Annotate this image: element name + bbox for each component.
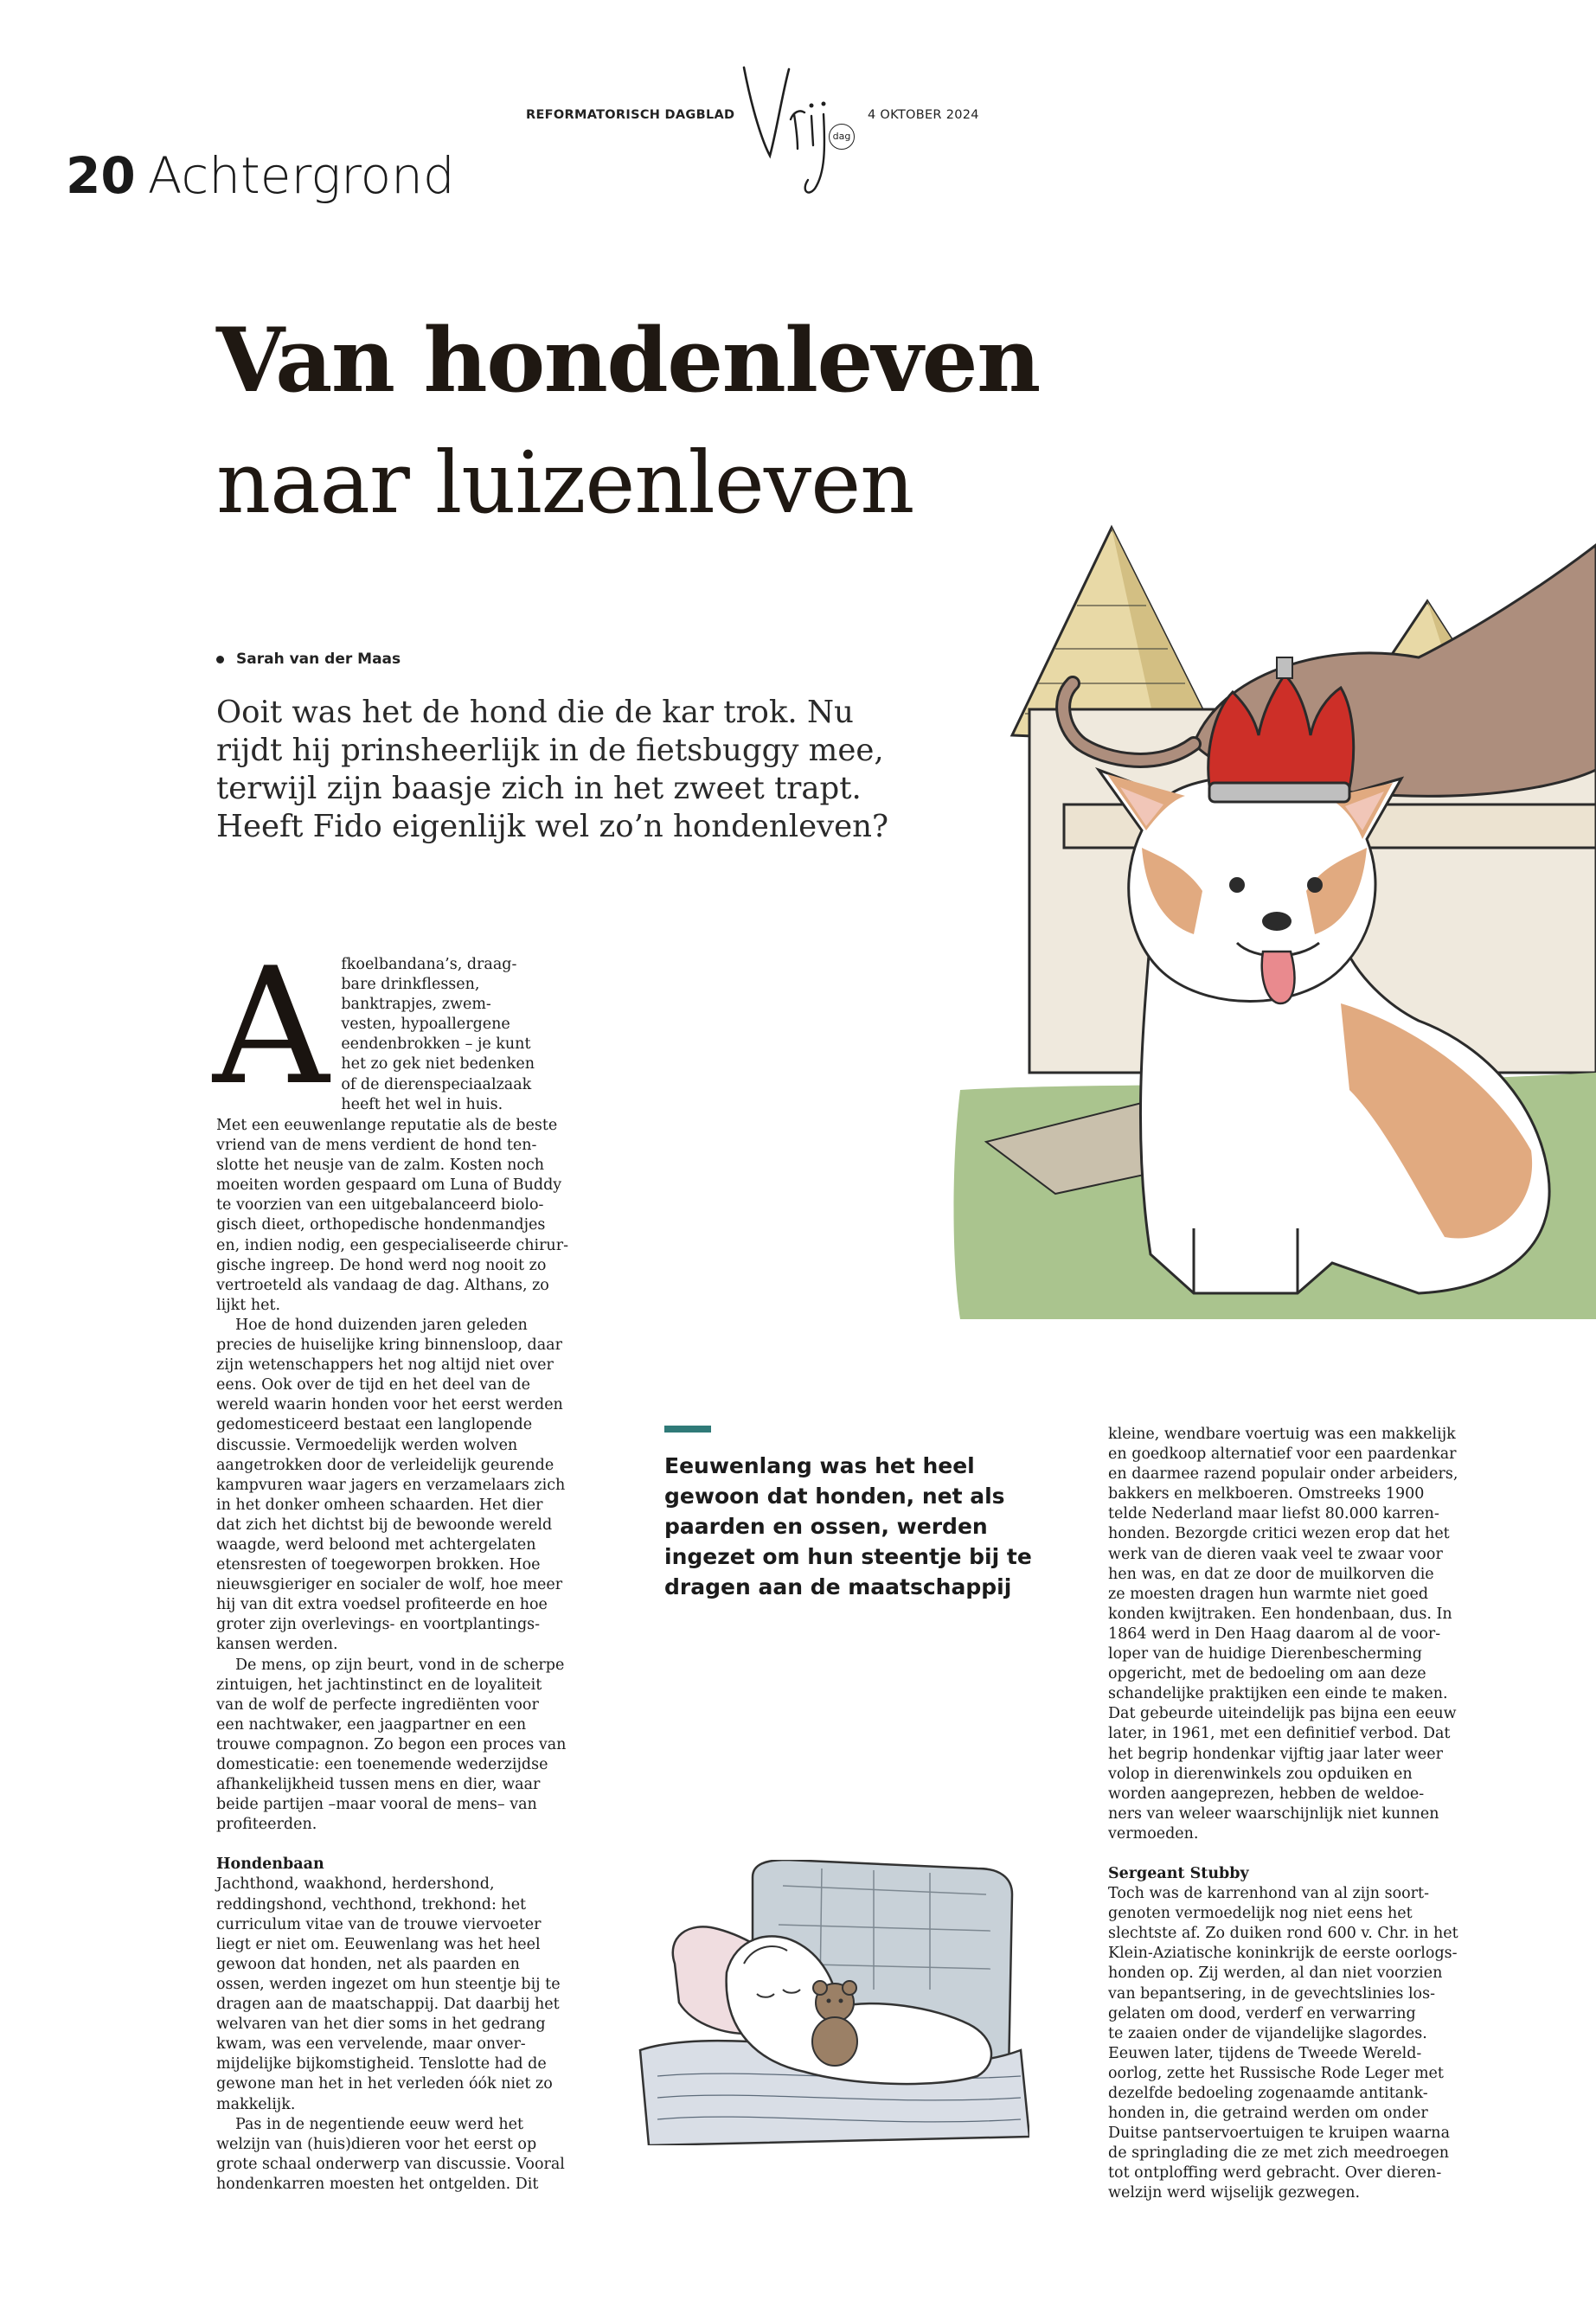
paragraph (216, 1875, 562, 2114)
text-line: oorlog, zette het Russische Rode Leger met (1108, 2064, 1444, 2082)
text-line: gelaten om dood, verderf en verwarring (1108, 2004, 1416, 2022)
text-line: grote schaal onderwerp van discussie. Vooral (216, 2155, 565, 2173)
text-line: eendenbrokken – je kunt (341, 1035, 531, 1054)
text-line: hondenkarren moesten het ontgelden. Dit (216, 2175, 539, 2193)
intro (216, 694, 943, 846)
pull-quote-line: paarden en ossen, werden (664, 1514, 988, 1539)
text-line: reddingshond, vechthond, trekhond: het (216, 1895, 527, 1913)
pull-quote-line: gewoon dat honden, net als (664, 1484, 1005, 1509)
text-line: of de dierenspeciaalzaak (341, 1075, 532, 1093)
text-line: Met een eeuwenlange reputatie als de beste (216, 1117, 558, 1134)
text-line: liegt er niet om. Eeuwenlang was het heel (216, 1935, 541, 1953)
pull-quote-line: ingezet om hun steentje bij te (664, 1544, 1032, 1569)
text-line: discussie. Vermoedelijk werden wolven (216, 1436, 518, 1454)
text-line: ners van weleer waarschijnlijk niet kunnen (1108, 1804, 1439, 1823)
text-line: tot ontploffing werd gebracht. Over dieren- (1108, 2164, 1442, 2182)
text-line: domesticatie: een toenemende wederzijdse (216, 1756, 548, 1773)
text-line: honden op. Zij werden, al dan niet voorzien (1108, 1965, 1443, 1983)
text-line: Hoe de hond duizenden jaren geleden (235, 1316, 528, 1334)
text-line: kleine, wendbare voertuig was een makkelijk (1108, 1426, 1456, 1443)
text-line: eens. Ook over de tijd en het deel van de (216, 1376, 530, 1394)
text-line: beide partijen –maar vooral de mens– van (216, 1796, 537, 1814)
text-line: precies de huiselijke kring binnensloop, daar (216, 1336, 562, 1355)
text-line: welzijn van (huis)dieren voor het eerst op (216, 2135, 537, 2153)
paragraph (216, 2115, 565, 2195)
text-line: zintuigen, het jachtinstinct en de loyaliteit (216, 1676, 542, 1694)
intro-line: terwijl zijn baasje zich in het zweet trapt. (216, 771, 862, 806)
text-line: bakkers en melkboeren. Omstreeks 1900 (1108, 1485, 1425, 1503)
text-line: groter zijn overlevings- en voortplantings- (216, 1616, 541, 1634)
text-line: later, in 1961, met een definitief verbod. Dat (1108, 1725, 1451, 1743)
text-line: een nachtwaker, een jaagpartner en een (216, 1715, 527, 1734)
text-line: nieuwsgieriger en socialer de wolf, hoe meer (216, 1576, 563, 1594)
text-line: en, indien nodig, een gespecialiseerde chirur- (216, 1236, 568, 1254)
text-line: gedomesticeerd bestaat een langlopende (216, 1416, 533, 1434)
text-line: de springlading die ze met zich meedroegen (1108, 2144, 1450, 2163)
text-line: curriculum vitae van de trouwe viervoeter (216, 1915, 542, 1933)
text-line: Pas in de negentiende eeuw werd het (235, 2115, 524, 2133)
text-line: trouwe compagnon. Zo begon een proces van (216, 1735, 567, 1753)
text-line: het zo gek niet bedenken (341, 1055, 535, 1074)
text-line: slotte het neusje van de zalm. Kosten noch (216, 1157, 545, 1175)
text-line: mijdelijke bijkomstigheid. Tenslotte had de (216, 2055, 547, 2073)
text-line: ossen, werden ingezet om hun steentje bij te (216, 1975, 561, 1993)
intro-line: Ooit was het de hond die de kar trok. Nu (216, 695, 854, 730)
text-line: worden aangeprezen, hebben de weldoe- (1108, 1785, 1425, 1803)
text-line: welzijn werd wijselijk gezwegen. (1108, 2184, 1361, 2202)
text-line: heeft het wel in huis. (341, 1095, 503, 1113)
text-line: vriend van de mens verdient de hond ten- (216, 1137, 537, 1155)
text-line: opgericht, met de bedoeling om aan deze (1108, 1665, 1426, 1683)
text-line: kwam, was een vervelende, maar onver- (216, 2035, 526, 2054)
text-line: en goedkoop alternatief voor een paardenkar (1108, 1445, 1457, 1464)
text-line: loper van de huidige Dierenbescherming (1108, 1645, 1422, 1663)
text-line: 1864 werd in Den Haag daarom al de voor- (1108, 1625, 1441, 1643)
text-line: vermoeden. (1108, 1824, 1199, 1843)
logo-badge: dag (829, 124, 855, 150)
text-line: bare drinkflessen, (341, 976, 480, 994)
text-line: aangetrokken door de verleidelijk geurende (216, 1456, 554, 1474)
text-line: vesten, hypoallergene (341, 1016, 510, 1034)
text-line: en daarmee razend populair onder arbeiders, (1108, 1465, 1458, 1484)
article-column-3 (1108, 1425, 1458, 2204)
text-line: profiteerden. (216, 1816, 317, 1834)
text-line: ze moesten dragen hun warmte niet goed (1108, 1585, 1429, 1603)
text-line: dezelfde bedoeling zogenaamde antitank- (1108, 2085, 1428, 2102)
text-line: Dat gebeurde uiteindelijk pas bijna een eeuw (1108, 1705, 1457, 1723)
text-line: afhankelijkheid tussen mens en dier, waar (216, 1776, 541, 1794)
pull-quote-line: dragen aan de maatschappij (664, 1574, 1012, 1599)
text-line: genoten vermoedelijk nog niet eens het (1108, 1905, 1413, 1923)
pull-quote (664, 1451, 1032, 1602)
paragraph (1108, 1425, 1458, 1844)
text-line: banktrapjes, zwem- (341, 996, 491, 1014)
text-line: gische ingreep. De hond werd nog nooit zo (216, 1256, 547, 1274)
issue-date: 4 OKTOBER 2024 (868, 108, 979, 122)
intro-line: rijdt hij prinsheerlijk in de fietsbuggy mee, (216, 733, 884, 768)
text-line: volop in dierenwinkels zou opduiken en (1108, 1765, 1413, 1783)
text-line: welvaren van het dier soms in het gedrang (216, 2016, 546, 2034)
text-line: gewone man het in het verleden óók niet zo (216, 2075, 553, 2093)
text-line: lijkt het. (216, 1296, 281, 1314)
text-line: Duitse pantservoertuigen te kruipen waarna (1108, 2125, 1451, 2143)
text-line: Eeuwen later, tijdens de Tweede Wereld- (1108, 2044, 1422, 2062)
text-line: in het donker omheen schaarden. Het dier (216, 1496, 543, 1514)
author-name: Sarah van der Maas (236, 651, 401, 668)
svg-text:Vrij: Vrij (763, 104, 765, 105)
headline-sub: naar luizenleven (216, 434, 914, 533)
subheading-hondenbaan: Hondenbaan (216, 1856, 324, 1874)
text-line: moeiten worden gespaard om Luna of Buddy (216, 1176, 562, 1195)
paragraph (216, 1656, 567, 1836)
text-line: wereld waarin honden voor het eerst werden (216, 1396, 563, 1414)
text-line: dragen aan de maatschappij. Dat daarbij het (216, 1996, 560, 2014)
sleeping-dog-illustration (623, 1860, 1029, 2145)
text-line: hij van dit extra voedsel profiteerde en hoe (216, 1596, 548, 1614)
section-label (66, 145, 455, 206)
paragraph (216, 1116, 568, 1316)
text-line: het begrip hondenkar vijftig jaar later weer (1108, 1745, 1443, 1763)
text-line: kampvuren waar jagers en verzamelaars zich (216, 1476, 566, 1494)
intro-line: Heeft Fido eigenlijk wel zo’n hondenleven? (216, 809, 889, 844)
page-number: 20 (66, 146, 136, 205)
section-name: Achtergrond (147, 146, 455, 205)
text-line: Klein-Aziatische koninkrijk de eerste oorlogs- (1108, 1945, 1458, 1963)
text-line: te zaaien onder de vijandelijke slagordes. (1108, 2024, 1427, 2042)
text-line: Jachthond, waakhond, herdershond, (216, 1875, 495, 1894)
headline-main: Van hondenleven (216, 309, 1040, 413)
corgi-illustration (934, 484, 1596, 1319)
text-line: kansen werden. (216, 1636, 338, 1654)
paragraph (216, 1316, 566, 1656)
text-line: schandelijke praktijken een einde te maken. (1108, 1685, 1448, 1703)
text-line: Toch was de karrenhond van al zijn soort- (1108, 1885, 1429, 1903)
text-line: De mens, op zijn beurt, vond in de scherpe (235, 1656, 565, 1674)
text-line: gisch dieet, orthopedische hondenmandjes (216, 1216, 546, 1234)
text-line: werk van de dieren vaak veel te zwaar voor (1108, 1545, 1443, 1563)
text-line: gewoon dat honden, net als paarden en (216, 1955, 520, 1973)
text-line: te voorzien van een uitgebalanceerd biolo- (216, 1196, 544, 1215)
text-line: makkelijk. (216, 2095, 296, 2113)
article-column-1 (213, 933, 568, 2195)
byline (216, 651, 401, 668)
text-line: van de wolf de perfecte ingrediënten voor (216, 1695, 539, 1714)
text-line: slechtste af. Zo duiken rond 600 v. Chr. in het (1108, 1925, 1458, 1943)
bullet-icon (216, 656, 224, 663)
text-line: van bepantsering, in de gevechtslinies los- (1108, 1984, 1435, 2003)
newspaper-name: REFORMATORISCH DAGBLAD (526, 108, 735, 122)
paragraph (1108, 1884, 1458, 2204)
text-line: waagde, werd beloond met achtergelaten (216, 1535, 536, 1554)
text-line: dat zich het dichtst bij de bewoonde wereld (216, 1516, 553, 1534)
text-line: honden in, die getraind werden om onder (1108, 2105, 1428, 2123)
text-line: konden kwijtraken. Een hondenbaan, dus. In (1108, 1605, 1452, 1623)
text-line: telde Nederland maar liefst 80.000 karren- (1108, 1505, 1439, 1523)
text-line: honden. Bezorgde critici wezen erop dat het (1108, 1525, 1450, 1543)
text-line: hen was, en dat ze door de muilkorven die (1108, 1565, 1434, 1583)
text-line: vertroeteld als vandaag de dag. Althans, zo (216, 1276, 549, 1294)
text-line: zijn wetenschappers het nog altijd niet over (216, 1356, 554, 1375)
drop-cap: A (213, 933, 330, 1120)
pull-quote-line: Eeuwenlang was het heel (664, 1453, 975, 1478)
text-line: fkoelbandana’s, draag- (341, 956, 517, 973)
pull-quote-rule (664, 1426, 711, 1433)
text-line: etensresten of toegeworpen brokken. Hoe (216, 1556, 541, 1574)
subheading-sergeant-stubby: Sergeant Stubby (1108, 1864, 1249, 1882)
